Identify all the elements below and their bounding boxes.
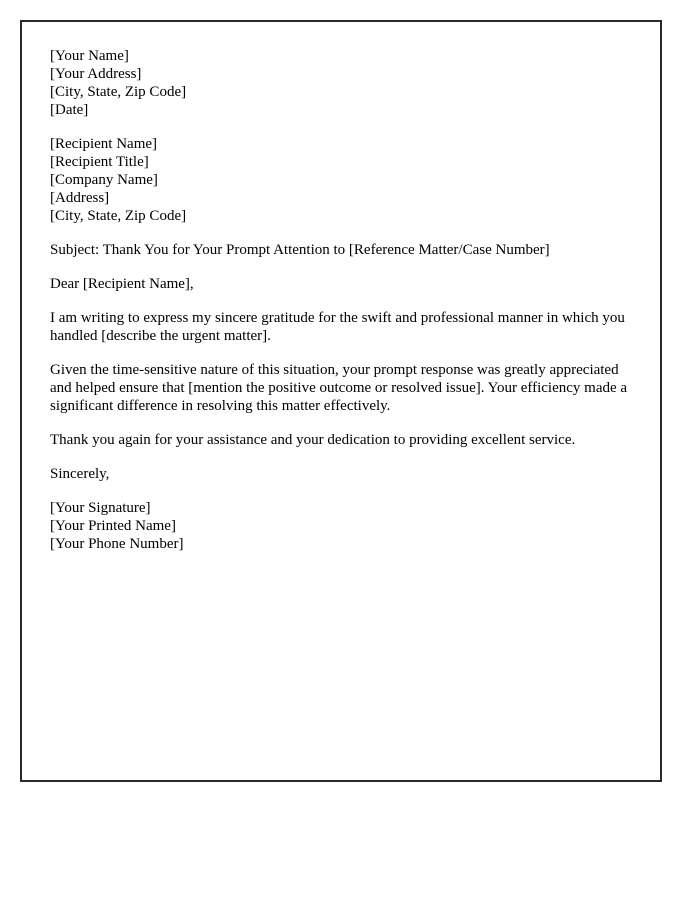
sender-address-block [50, 47, 630, 119]
printed-name-line: [Your Printed Name] [50, 518, 176, 534]
closing: Sincerely, [50, 466, 110, 482]
recipient-name-line: [Recipient Name] [50, 136, 158, 152]
salutation: Dear [Recipient Name], [50, 276, 194, 292]
phone-number-line: [Your Phone Number] [50, 536, 184, 552]
company-name-line: [Company Name] [50, 172, 158, 188]
sender-address-line: [Your Address] [50, 66, 142, 82]
sender-city-state-zip-line: [City, State, Zip Code] [50, 84, 187, 100]
date-line: [Date] [50, 102, 89, 118]
body-paragraph-3: Thank you again for your assistance and your dedication to providing excellent service. [50, 432, 576, 448]
sender-name-line: [Your Name] [50, 48, 129, 64]
letter-document [20, 20, 662, 782]
body-paragraph-2: Given the time-sensitive nature of this situation, your prompt response was greatly appreciated and helped ensure that [mention the positive outcome or resolved issue]. Your efficiency made a significant difference in resolving this matter effectively. [50, 362, 628, 414]
signature-block [50, 499, 630, 553]
recipient-title-line: [Recipient Title] [50, 154, 149, 170]
recipient-street-line: [Address] [50, 190, 110, 206]
signature-line: [Your Signature] [50, 500, 151, 516]
body-paragraph-1: I am writing to express my sincere gratitude for the swift and professional manner in which you handled [describe the urgent matter]. [50, 310, 625, 344]
recipient-address-block [50, 135, 630, 225]
subject-line: Subject: Thank You for Your Prompt Attention to [Reference Matter/Case Number] [50, 242, 550, 258]
recipient-city-state-zip-line: [City, State, Zip Code] [50, 208, 187, 224]
